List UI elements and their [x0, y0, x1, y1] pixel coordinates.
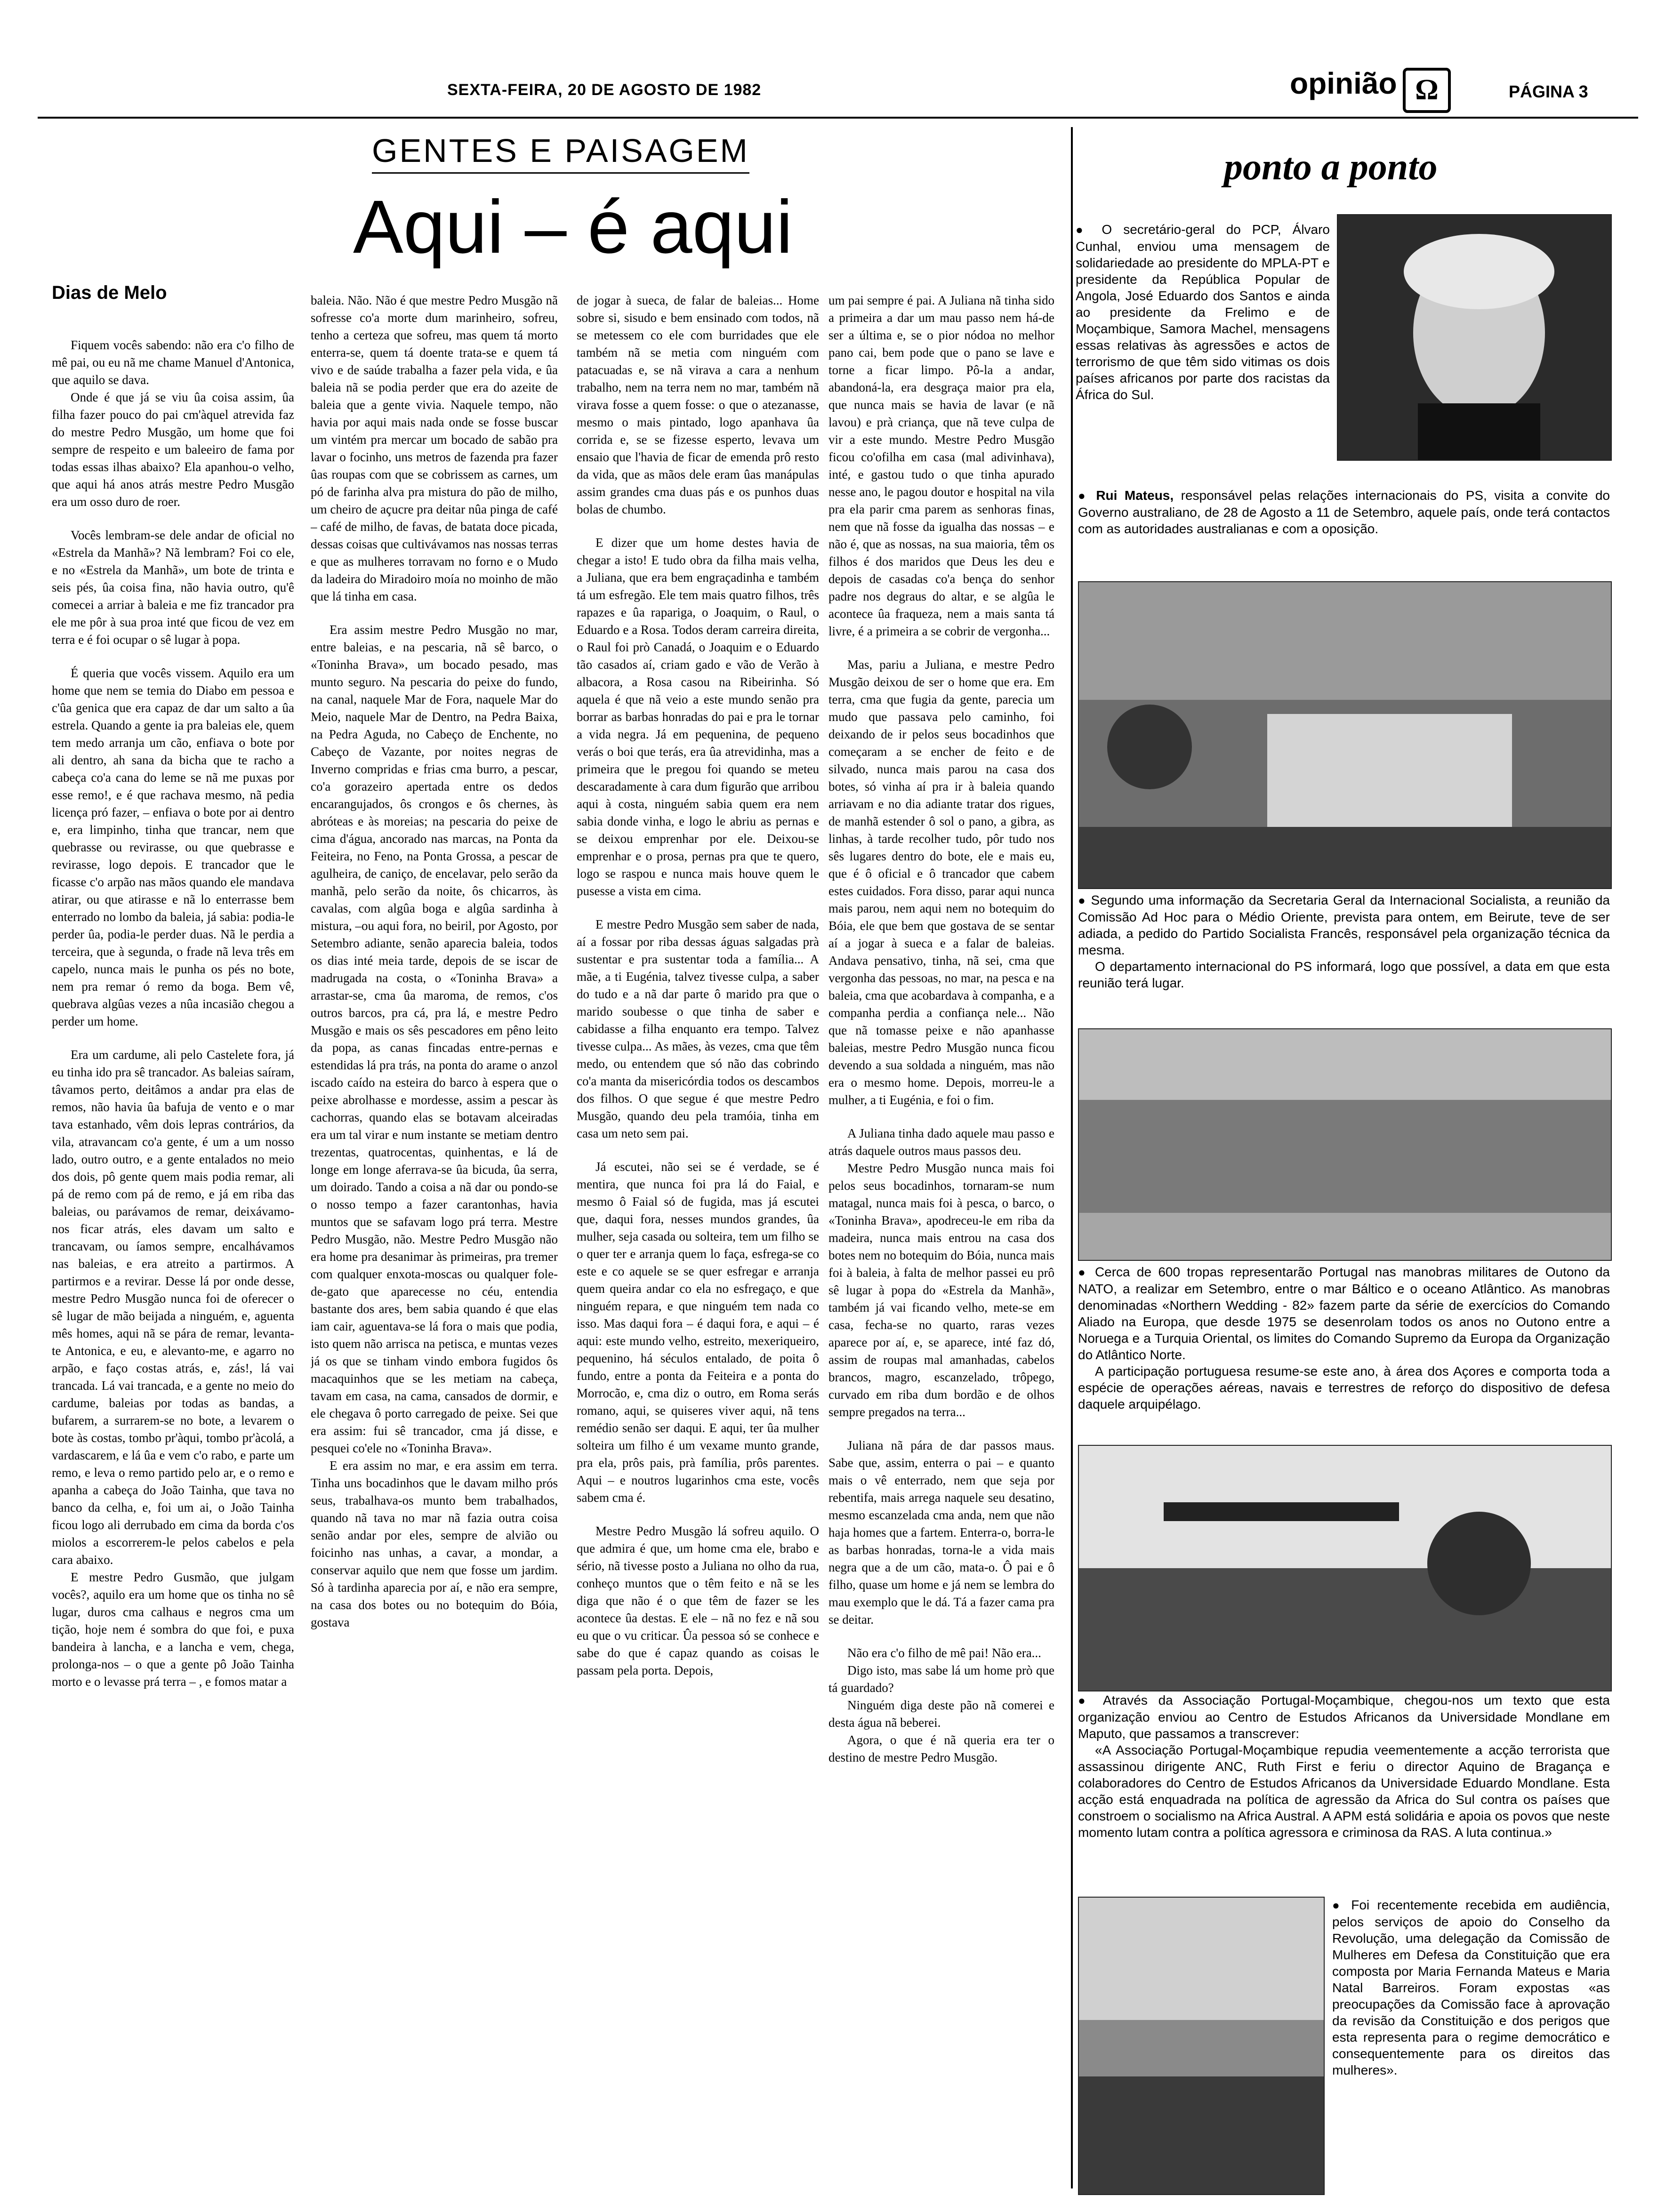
paragraph: Era um cardume, ali pelo Castelete fora, já eu tinha ido pra sê trancador. As baleias saíram, tâvamos perto, deitâmos a andar pra elas de remos, não havia ûa bafuja de vento e o mar tava estanhado, vêm dois lepras contrários, da vila, atravancam co'a gente, é um a um nosso lado, outro outro, e a gente entalados no meio dos dois, pô gente quem mais podia remar, ali pá de remo com pá de remo, e já em riba das baleias, ou parávamos de remar, deixávamo-nos ficar atrás, eles davam um salto e trancavam, ou íamos sempre, encalhávamos nas baleias, e era atreito a partirmos. A partirmos e a revirar. Desse lá por onde desse, mestre Pedro Musgão nunca foi de oferecer o sê lugar de mão beijada a ninguém, e, aguenta mês homes, aqui nã se pára de remar, levanta-te Antonica, e eu, e alevanto-me, e agarro no arpão, e faço costas atrás, e, zás!, lá vai trancada. Lá vai trancada, e a gente no meio do cardume, baleias por todas as bandas, a bufarem, a surrarem-se no bote, a levarem o bote às costas, tombo pr'àqui, tombo pr'àcolá, a vardascarem, e lá ûa e vem c'o rabo, e parte um remo, e leva o remo partido pelo ar, e o remo e apanha a cabeça do João Tainha, que tava no banco da celha, e, foi um ai, o João Tainha ficou logo ali derrubado em cima da borda c'os miolos a escorrerem-le pelos cabelos e pela cara abaixo. [52, 1048, 294, 1567]
paragraph: Já escutei, não sei se é verdade, se é mentira, que nunca foi pra lá do Faial, e mesmo ô Faial só de fugida, mas já escutei que, daqui fora, nesses mundos grandes, ûa mulher, seja casada ou solteira, tem um filho se o quer ter e arranja quem lo faça, esfrega-se co este e co aquele se se quer esfregar e arranja quem queira andar co ela no esfregaço, e que ninguém repara, e que ninguém tem nada co isso. Mas daqui fora – é daqui fora, e aqui – é aqui: este mundo velho, estreito, mexeriqueiro, pequenino, há séculos entalado, de poita ô fundo, entre a ponta da Feiteira e a ponta do Morrocão, e, cma diz o outro, em Roma serás romano, aqui, se quiseres viver aqui, nã tens remédio senão ser daqui. E aqui, ter ûa mulher solteira um filho é um vexame munto grande, pra ela, prôs pais, prà família, prôs parentes. Aqui – e noutros lugarinhos cma este, vocês sabem cma é. [577, 1160, 819, 1505]
page-number: PÁGINA 3 [1509, 82, 1588, 101]
paragraph: Agora, o que é nã queria era ter o destino de mestre Pedro Musgão. [828, 1733, 1054, 1764]
news-item: ● Foi recentemente recebida em audiência, pelos serviços de apoio do Conselho da Revolução, uma delegação da Comissão de Mulheres em Defesa da Constituição que era composta por Maria Fernanda Mateus e Maria Natal Barreiros. Foram expostas «as preocupações da Comissão face à aprovação da revisão da Constituição e dos perigos que esta representa para o regime democrático e consequentemente para os direitos das mulheres». [1332, 1898, 1610, 2077]
paragraph: um pai sempre é pai. A Juliana nã tinha sido a primeira a dar um mau passo nem há-de ser a última e, se o pior nódoa no melhor pano cai, bem pode que o pano se lave e torne a ficar limpo. Pô-la a andar, abandoná-la, era desgraça maior pra ela, que nunca mais se havia de lavar (e nã lavou) e prà criança, que nã teve culpa de vir a este mundo. Mestre Pedro Musgão ficou co'ofilha em casa (mal adivinhava), inté, e gastou tudo o que tinha apurado nesse ano, le pagou doutor e hospital na vila pra ela parir cma parem as senhoras finas, nem que nã fosse da igualha das nossas – e não é, que as nossas, na sua maioria, têm os filhos é dos maridos que Deus les deu e depois de casadas co'a bença do senhor padre nos degraus do altar, e se algûa le acontece ûa fraqueza, nem a mais santa tá livre, é a primeira a se cobrir de vergonha... [828, 293, 1054, 638]
news-item: ● Rui Mateus, responsável pelas relações internacionais do PS, visita a convite do Governo australiano, de 28 de Agosto a 11 de Setembro, aquele país, onde terá contactos com as autoridades australianas e com a oposição. [1078, 488, 1610, 536]
paragraph: Mestre Pedro Musgão nunca mais foi pelos seus bocadinhos, tornaram-se num matagal, nunca mais foi à pesca, o barco, o «Toninha Brava», apodreceu-le em riba da madeira, nunca mais entrou na casa dos botes nem no botequim do Bóia, nunca mais foi à baleia, à falta de melhor passei eu prô sê lugar à popa do «Estrela da Manhã», também já vai ficando velho, mete-se em casa, fecha-se no quarto, raras vezes aparece por aí, e, se aparece, inté faz dó, assim de roupas mal amanhadas, cabelos brancos, magro, escanzelado, trôpego, curvado em riba dum bordão e de olhos sempre pregados na terra... [828, 1161, 1054, 1419]
paragraph: de jogar à sueca, de falar de baleias... Home sobre si, sisudo e bem ensinado com todos, nã se metessem co ele com burridades que ele também nã se metia com ninguém com patacuadas e, se nã virava a cara a nenhum trabalho, nem na terra nem no mar, também nã virava fosse a quem fosse: o que o atezanasse, mesmo o mais pintado, logo apanhava ûa corrida e, se se fizesse esperto, levava um ensaio que l'havia de ficar de emenda prô resto da vida, que as mãos dele eram ûas manápulas assim grandes cma duas pás e os punhos duas bolas de chumbo. [577, 293, 819, 516]
news-item: ● Cerca de 600 tropas representarão Portugal nas manobras militares de Outono da NATO, a realizar em Setembro, entre o mar Báltico e o oceano Atlântico. As manobras denominadas «Northern Wedding - 82» fazem parte da série de exercícios do Comando Aliado na Europa, que desde 1975 se desenrolam todos os anos no Outono entre a Noruega e a Turquia Oriental, os limites do Comando Supremo da Europa da Organização do Atlântico Norte. A participação portuguesa resume-se este ano, à área dos Açores e comporta toda a espécie de operações aéreas, navais e terrestres de reforço do dispositivo de defesa daquele arquipélago. [1078, 1265, 1610, 1411]
column-divider [1071, 127, 1073, 2188]
article-column-1 [52, 337, 294, 2188]
paragraph: baleia. Não. Não é que mestre Pedro Musgão nã sofresse co'a morte dum marinheiro, sofreu, tenho a certeza que sofreu, mas quem tá morto enterra-se, quem tá doente trata-se e quem tá vivo e de saúde trabalha a fazer pela vida, e ûa baleia nã se podia perder que era do azeite de baleia que a gente vivia. Naquele tempo, não havia por aqui mais nada onde se fosse buscar um vintém pra mercar um bocado de sabão pra lavar o focinho, uns metros de fazenda pra fazer ûas roupas com que se cobrissem as carnes, um pó de farinha alva pra mistura do pão de milho, um cheiro de açucre pra deitar nûa pinga de café – café de milho, de favas, de batata doce picada, dessas coisas que cultivávamos nas nossas terras e que as mulheres torravam no forno e o Mudo da ladeira do Miradoiro moía no moinho de mão que lá tinha em casa. [311, 293, 558, 603]
street-photo [1079, 582, 1611, 888]
vehicles-photo [1079, 1029, 1611, 1260]
paragraph: Onde é que já se viu ûa coisa assim, ûa filha fazer pouco do pai cm'àquel atrevida faz do mestre Pedro Musgão, um home que foi sempre de respeito e um baleeiro de fama por todas essas ilhas abaixo? Ela apanhou-o velho, que aqui há anos atrás mestre Pedro Musgão era um osso duro de roer. [52, 390, 294, 509]
crowd-photo [1079, 1898, 1324, 2194]
portrait-illustration [1338, 215, 1611, 460]
paragraph: Fiquem vocês sabendo: não era c'o filho de mê pai, ou eu nã me chame Manuel d'Antonica, que aquilo se dava. [52, 338, 294, 387]
sidebar-title: ponto a ponto [1224, 146, 1438, 188]
paragraph: Ninguém diga deste pão nã comerei e desta água nã beberei. [828, 1698, 1054, 1730]
paragraph: Mestre Pedro Musgão lá sofreu aquilo. O que admira é que, um home cma ele, brabo e sério, nã tivesse posto a Juliana no olho da rua, conheço muntos que o têm feito e nã se les diga que não é o que têm de fazer se les acontece ûa destas. E ele – nã no fez e nã sou eu que o vu criticar. Ûa pessoa só se conhece e sabe do que é capaz quando as coisas le passam pela porta. Depois, [577, 1524, 819, 1677]
paragraph: E mestre Pedro Gusmão, que julgam vocês?, aquilo era um home que os tinha no sê lugar, duros cma calhaus e negros cma um tição, hoje nem é sombra do que foi, e puxa bandeira à lancha, e a lancha e vem, chega, prolonga-nos – o que a gente pô João Tainha morto e o levasse prá terra – , e fomos matar a [52, 1570, 294, 1689]
news-item: ● O secretário-geral do PCP, Álvaro Cunhal, enviou uma mensagem de solidariedade ao presidente do MPLA-PT e presidente da República Popular de Angola, José Eduardo dos Santos e ainda ao presidente da Frelimo e de Moçambique, Samora Machel, mensagens essas relativas às agressões e actos de terrorismo de que têm sido vitimas os dois países africanos por parte dos racistas da África do Sul. [1076, 222, 1330, 402]
paragraph: É queria que vocês vissem. Aquilo era um home que nem se temia do Diabo em pessoa e c'ûa genica que era capaz de dar um salto a ûa estrela. Quando a gente ia pra baleias ele, quem tem medo arranja um cão, enfiava o bote por ali dentro, ah sana da bicha que te racho a cabeça co'a cana do leme se nã me puxas por esse remo!, e é que rachava mesmo, nã pedia licença pró fazer, – enfiava o bote por ai dentro e, era limpinho, tinha que trancar, nem que quebrasse ou revirasse, ou que quebrasse e revirasse, logo depois. E trancador que le ficasse c'o arpão nas mãos quando ele mandava atirar, ou que atirasse e nã lo enterrasse bem enterrado no lombo da baleia, já sabia: podia-le perder ûa, podia-le perder duas. Nã le perdia a terceira, que à segunda, o frade nã leva três em capelo, nunca mais le punha os pés no bote, nem pra remar ó remo da boga. Bem vê, quebrava algûas vezes a nûa incasião chegou a perder um home. [52, 666, 294, 1028]
paragraph: Era assim mestre Pedro Musgão no mar, entre baleias, e na pescaria, nã sê barco, o «Toninha Brava», um bocado pesado, mas munto seguro. Na pescaria do peixe do fundo, na canal, naquele Mar de Fora, naquele Mar do Meio, naquele Mar de Dentro, na Pedra Baixa, na Pedra Aguda, no Cabeço de Enchente, no Cabeço de Vazante, por noites negras de Inverno compridas e frias cma burro, a pescar, co'a gorazeiro apertada entre os dedos encarangujados, ôs crongos e ôs chernes, às abróteas e às moreias; na pescaria do peixe de cima d'água, ancorado nas marcas, na Ponta da Feiteira, no Feno, na Ponta Grossa, a pescar de agulheira, de caniço, de encelavar, pelo serão da manhã, pelo serão da noite, ôs chicarros, às cavalas, com algûa boga e algûa sardinha à mistura, –ou aqui fora, no beiril, por Agosto, por Setembro adiante, senão aparecia baleia, todos os dias inté meia tarde, depois de se iscar de madrugada na costa, o «Toninha Brava» a arrastar-se, cma ûa maroma, de remos, c'os outros barcos, pra cá, pra lá, e mestre Pedro Musgão e mais os sês pescadores em pêno leito da popa, as canas fincadas entre-pernas e estendidas lá pra trás, na ponta do arame o anzol iscado caído na esteira do barco à espera que o peixe abrolhasse e mordesse, assim a pescar às cachorras, quando elas se botavam alceiradas era um tal virar e num instante se metiam dentro trezentas, quatrocentas, quinhentas, e lá de longe em longe aferrava-se ûa bicuda, ûa serra, um doirado. Tando a coisa a nã dar ou pondo-se o nosso tempo a fazer carantonhas, havia muntos que se safavam logo prá terra. Mestre Pedro Musgão, não. Mestre Pedro Musgão não era home pra desanimar às primeiras, pra tremer com qualquer enxota-moscas ou qualquer fole-de-gato que aparecesse no céu, entendia bastante dos ares, bem sabia quando é que elas iam cair, aguentava-se lá fora o mais que podia, isto quem não arrisca na petisca, e muntas vezes já os que se tinham vindo embora fugidos ôs macaquinhos que se les metiam na cabeça, tavam em casa, na cama, cansados de dormir, e ele chegava ô porto carregado de peixe. Sei que era assim: fui sê trancador, cma já disse, e pesquei co'ele no «Toninha Brava». [311, 623, 558, 1455]
paragraph: E era assim no mar, e era assim em terra. Tinha uns bocadinhos que le davam milho prós seus, trabalhava-os munto bem trabalhados, quando nã tava no mar nã fazia outra coisa senão andar por eles, sempre de alvião ou foicinho nas unhas, a cavar, a mondar, a conservar aquilo que nem que fosse um jardim. Só à tardinha aparecia por aí, e não era sempre, na casa dos botes ou no botequim do Bóia, gostava [311, 1459, 558, 1629]
paragraph: Não era c'o filho de mê pai! Não era... [847, 1646, 1041, 1660]
photo-crowd [1078, 1897, 1325, 2195]
page-header [38, 66, 1638, 122]
news-item: ● Através da Associação Portugal-Moçambique, chegou-nos um texto que esta organização enviou ao Centro de Estudos Africanos da Universidade Mondlane em Maputo, que passamos a transcrever: «A Associação Portugal-Moçambique repudia veementemente a acção terrorista que assassinou dirigente ANC, Ruth First e feriu o director Aquino de Bragança e colaboradores do Centro de Estudos Africanos da Universidade Eduardo Mondlane. Esta acção está enquadrada na política de agressão da Africa do Sul contra os países que constroem o socialismo na Africa Austral. A APM está solidária e apoia os povos que neste momento lutam contra a política agressora e criminosa da RAS. A luta continua.» [1078, 1693, 1610, 1840]
article-column-3 [577, 292, 819, 2188]
paragraph: A Juliana tinha dado aquele mau passo e atrás daquele outros maus passos deu. [828, 1126, 1054, 1158]
news-item: ● Segundo uma informação da Secretaria Geral da Internacional Socialista, a reunião da Comissão Ad Hoc para o Médio Oriente, prevista para ontem, em Beirute, teve de ser adiada, a pedido do Partido Socialista Francês, responsável pela organização técnica da mesma. O departamento internacional do PS informará, logo que possível, a data em que esta reunião terá lugar. [1078, 893, 1610, 990]
soldiers-photo [1079, 1446, 1611, 1691]
article-column-2 [311, 292, 558, 2188]
article-byline: Dias de Melo [52, 282, 167, 303]
section-name: opinião [1290, 66, 1397, 100]
newspaper-logo: Ω [1403, 68, 1451, 113]
header-rule [38, 117, 1638, 119]
paragraph: E mestre Pedro Musgão sem saber de nada, aí a fossar por riba dessas águas salgadas prà sustentar e pra sustentar toda a família... A mãe, a ti Eugénia, talvez tivesse culpa, a saber do tudo e a nã dar parte ô marido pra que o marido soubesse o que tinha de saber e cabidasse a filha enquanto era tempo. Talvez tivesse culpa... As mães, às vezes, cma que têm medo, ou entendem que só não das cobrindo co'a manta da misericórdia todos os descambos dos filhos. O que segue é que mestre Pedro Musgão, quando deu pela tramóia, tinha em casa um neto sem pai. [577, 917, 819, 1140]
article-headline: Aqui – é aqui [353, 184, 793, 269]
photo-soldiers-gun [1078, 1445, 1612, 1691]
paragraph: E dizer que um home destes havia de chegar a isto! E tudo obra da filha mais velha, a Juliana, que era bem engraçadinha e também tá um esfregão. Ele tem mais quatro filhos, três rapazes e ûa rapariga, o Joaquim, o Raul, o Eduardo e a Rosa. Todos deram carreira direita, o Raul foi prò Canadá, o Joaquim e o Eduardo tão casados aí, criam gado e vão de Verão à albacora, a Rosa casou na Ribeirinha. Só aquela é que nã veio a este mundo senão pra borrar as barbas honradas do pai e pra le tornar a vida negra. Já em pequenina, de pequeno verás o boi que terás, era ûa atrevidinha, mas a primeira que le pregou foi quando se meteu descaradamente à cara dum figurão que arribou aqui à costa, ninguém sabia quem era nem sabia donde vinha, e logo le abriu as pernas e se deixou emprenhar por ele. Deixou-se emprenhar e o prosa, pernas pra que te quero, logo se raspou e nunca mais houve quem le pusesse a vista em cima. [577, 536, 819, 898]
paragraph: Vocês lembram-se dele andar de oficial no «Estrela da Manhã»? Nã lembram? Foi co ele, e no «Estrela da Manhã», um bote de trinta e seis pés, ûa coisa fina, não havia outro, qu'ê comecei a arriar à baleia e me fiz trancador pra ele me pôr à sua proa inté que ficou de vez em terra e é foi ocupar o sê lugar à popa. [52, 528, 294, 647]
paragraph: Juliana nã pára de dar passos maus. Sabe que, assim, enterra o pai – e quanto mais o vê enterrado, nem que seja por rebentifa, mais arrega naquele seu desatino, mesmo escanzelada cma anda, nem que não haja homes que a fartem. Enterra-o, borra-le as barbas honradas, torna-le a vida mais negra que a de um cão, mata-o. Ô pai e ô filho, quase um home e já nem se lembra do mau exemplo que le dá. Tá a fazer cama pra se deitar. [828, 1438, 1054, 1627]
photo-alvaro-cunhal [1337, 214, 1612, 461]
dateline: SEXTA-FEIRA, 20 DE AGOSTO DE 1982 [447, 81, 762, 99]
photo-military-vehicles [1078, 1028, 1612, 1261]
article-column-4 [828, 292, 1054, 2188]
paragraph: Digo isto, mas sabe lá um home prò que tá guardado? [828, 1663, 1054, 1695]
paragraph: Mas, pariu a Juliana, e mestre Pedro Musgão deixou de ser o home que era. Em terra, cma que fugia da gente, parecia um mudo que passava pelo caminho, foi deixando de ir pelos seus bocadinhos que começaram a se encher de feito e de silvado, nunca mais parou na casa dos botes, só vinha aí pra ir à baleia quando arriavam e no dia adiante tratar dos rigues, de manhã estender ô sol o pano, a gibra, as linhas, à tarde recolher tudo, pôr tudo nos sês lugares dentro do bote, ele e mais eu, que é ô oficial e ô trancador que cabem estes cuidados. Fora disso, parar aqui nunca mais parou, nem aqui nem no botequim do Bóia, ele que bem que gostava de se sentar aí a jogar à sueca e a falar de baleias. Andava pensativo, tinha, nã sei, cma que vergonha das pessoas, no mar, na pesca e na baleia, cma que acobardava à companha, e a companha perdia a confiança nele... Não que nã tomasse peixe e não apanhasse baleias, mestre Pedro Musgão nunca ficou devendo a sua soldada a ninguém, mas não era o mesmo home. Depois, morreu-le a mulher, a ti Eugénia, e foi o fim. [828, 657, 1054, 1107]
article-kicker: GENTES E PAISAGEM [372, 132, 749, 174]
photo-street-scene [1078, 581, 1612, 889]
